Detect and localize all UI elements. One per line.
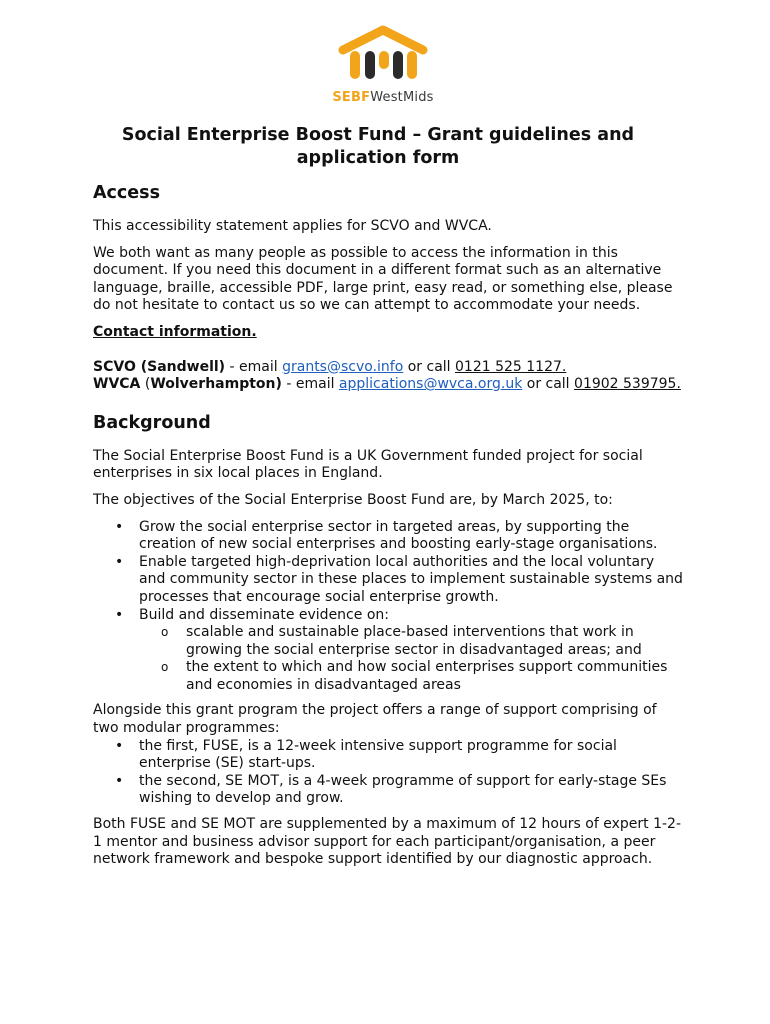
access-heading: Access xyxy=(93,183,160,203)
document-title: Social Enterprise Boost Fund – Grant guidelines and application form xyxy=(121,125,635,168)
access-section xyxy=(93,182,683,394)
contact-information-heading: Contact information. xyxy=(93,323,257,340)
background-intro: The Social Enterprise Boost Fund is a UK Government funded project for social enterprises in six local places in England. xyxy=(93,447,643,482)
list-item: • Build and disseminate evidence on: o scalable and sustainable place-based interventions that work in growing the social enterprise sector in disadvantaged areas; and o the extent to which and how social enterprises support communities and economies in disadvantaged areas xyxy=(93,607,683,695)
logo-wordmark: SEBFWestMids xyxy=(332,90,434,105)
programmes-intro: Alongside this grant program the project offers a range of support comprising of two modular programmes: xyxy=(93,702,657,737)
document-body xyxy=(93,124,683,878)
list-item: • Grow the social enterprise sector in targeted areas, by supporting the creation of new social enterprises and boosting early-stage organisations. xyxy=(93,519,683,554)
wvca-phone[interactable]: 01902 539795. xyxy=(574,376,681,393)
logo-mark-icon xyxy=(316,24,450,86)
scvo-phone[interactable]: 0121 525 1127. xyxy=(455,358,567,375)
evidence-sublist xyxy=(139,624,683,694)
programmes-list xyxy=(93,738,683,808)
list-item: • the first, FUSE, is a 12-week intensive support programme for social enterprise (SE) start-ups. xyxy=(93,738,683,773)
access-description: We both want as many people as possible to access the information in this document. If you need this document in a different format such as an alternative language, braille, accessible PDF, large print, easy read, or something else, please do not hesitate to contact us so we can attempt to accommodate your needs. xyxy=(93,244,673,314)
list-item: • the second, SE MOT, is a 4-week programme of support for early-stage SEs wishing to develop and grow. xyxy=(93,773,683,808)
objectives-intro: The objectives of the Social Enterprise Boost Fund are, by March 2025, to: xyxy=(93,491,613,508)
list-item: o scalable and sustainable place-based interventions that work in growing the social enterprise sector in disadvantaged areas; and xyxy=(139,624,683,659)
contact-details xyxy=(93,359,683,394)
access-statement: This accessibility statement applies for SCVO and WVCA. xyxy=(93,218,492,234)
sebf-logo xyxy=(316,24,450,108)
wvca-contact: WVCA (Wolverhampton) - email applications@wvca.org.uk or call 01902 539795. xyxy=(93,376,681,393)
support-description: Both FUSE and SE MOT are supplemented by a maximum of 12 hours of expert 1-2-1 mentor and business advisor support for each participant/organisation, a peer network framework and bespoke support identified by our diagnostic approach. xyxy=(93,816,682,868)
list-item: o the extent to which and how social enterprises support communities and economies in disadvantaged areas xyxy=(139,659,683,694)
background-heading: Background xyxy=(93,412,211,433)
scvo-email-link[interactable]: grants@scvo.info xyxy=(282,358,404,375)
scvo-contact: SCVO (Sandwell) - email grants@scvo.info or call 0121 525 1127. xyxy=(93,358,567,375)
objectives-list xyxy=(93,519,683,695)
background-section xyxy=(93,412,683,869)
list-item: • Enable targeted high-deprivation local authorities and the local voluntary and community sector in these places to implement sustainable systems and processes that encourage social enterprise growth. xyxy=(93,554,683,607)
wvca-email-link[interactable]: applications@wvca.org.uk xyxy=(338,376,523,393)
